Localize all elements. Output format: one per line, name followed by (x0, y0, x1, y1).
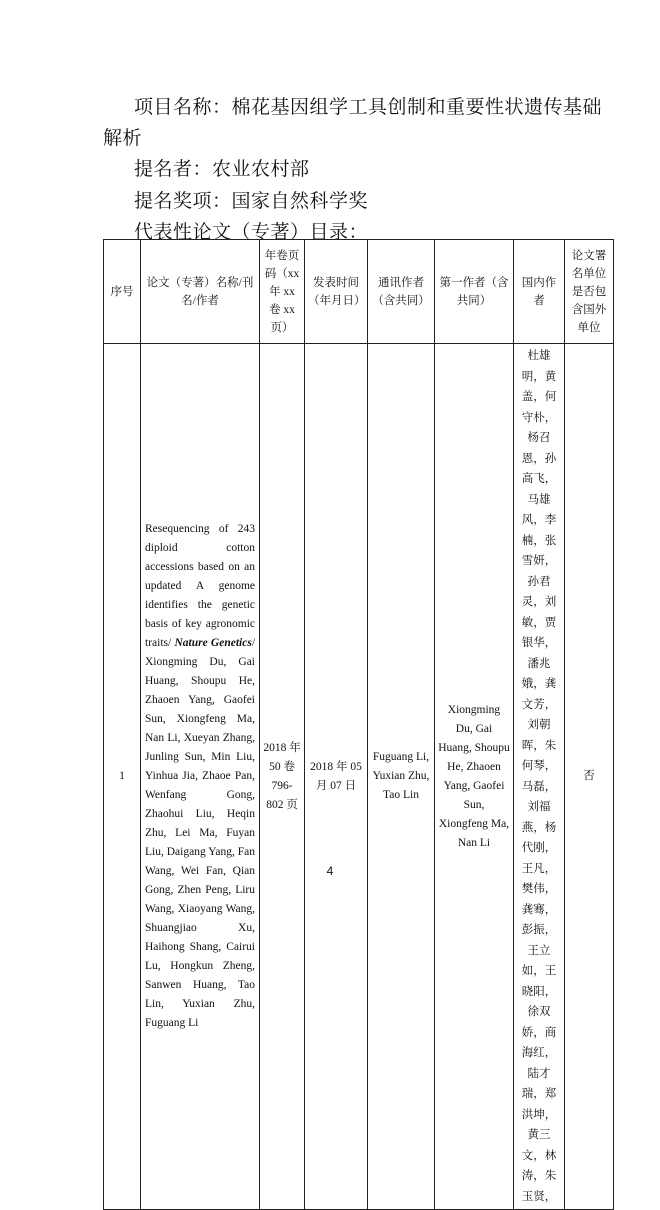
project-name-line2: 解析 (103, 127, 143, 149)
cell-domestic: 杜雄明，黄盖，何守朴，杨召恩，孙高飞，马雄风，李楠，张雪妍，孙君灵，刘敏，贾银华，潘兆娥，龚文芳，刘朝晖，朱何琴，马磊，刘福燕，杨代刚，王凡，樊伟，龚骞，彭振，王立如，王晓阳，徐双娇，商海红，陆才瑞，郑洪坤，黄三文，林涛，朱玉贤， (514, 344, 565, 1210)
paper-title: Resequencing of 243 diploid cotton accessions based on an updated A genome identifies the genetic basis of key agronomic traits/ (145, 523, 255, 649)
cell-corr: Fuguang Li, Yuxian Zhu, Tao Lin (368, 344, 435, 1210)
page-number: 4 (326, 864, 334, 878)
paper-table (103, 239, 614, 1210)
cell-foreign: 否 (565, 344, 614, 1210)
cell-date: 2018 年 05 月 07 日 (305, 344, 368, 1210)
cell-seq: 1 (104, 344, 141, 1210)
header-paper: 论文（专著）名称/刊名/作者 (141, 240, 260, 344)
award-type: 提名奖项：国家自然科学奖 (134, 190, 369, 212)
project-name-line1: 项目名称：棉花基因组学工具创制和重要性状遗传基础 (134, 96, 603, 118)
header-foreign: 论文署名单位是否包含国外单位 (565, 240, 614, 344)
table-row (104, 344, 614, 1210)
header-seq: 序号 (104, 240, 141, 344)
paper-authors: / Xiongming Du, Gai Huang, Shoupu He, Zhaoen Yang, Gaofei Sun, Xiongfeng Ma, Nan Li, Xueyan Zhang, Junling Sun, Min Liu, Yinhua Jia, Zhaoe Pan, Wenfang Gong, Zhaohui Liu, Heqin Zhu, Lei Ma, Fuyan Liu, Daigang Yang, Fan Wang, Wei Fan, Qian Gong, Zhen Peng, Liru Wang, Xiaoyang Wang, Shuangjiao Xu, Haihong Shang, Cairui Lu, Hongkun Zheng, Sanwen Huang, Tao Lin, Yuxian Zhu, Fuguang Li (145, 637, 256, 1029)
header-vol: 年卷页码（xx 年 xx 卷 xx 页） (260, 240, 305, 344)
cell-vol: 2018 年 50 卷 796-802 页 (260, 344, 305, 1210)
header-first: 第一作者（含共同） (435, 240, 514, 344)
header-date: 发表时间（年月日） (305, 240, 368, 344)
cell-first: Xiongming Du, Gai Huang, Shoupu He, Zhaoen Yang, Gaofei Sun, Xiongfeng Ma, Nan Li (435, 344, 514, 1210)
cell-paper (141, 344, 260, 1210)
catalog-heading: 代表性论文（专著）目录： (134, 221, 369, 243)
journal-name: Nature Genetics (174, 637, 252, 649)
nominator: 提名者：农业农村部 (134, 158, 310, 180)
header-corr: 通讯作者（含共同） (368, 240, 435, 344)
header-domestic: 国内作者 (514, 240, 565, 344)
